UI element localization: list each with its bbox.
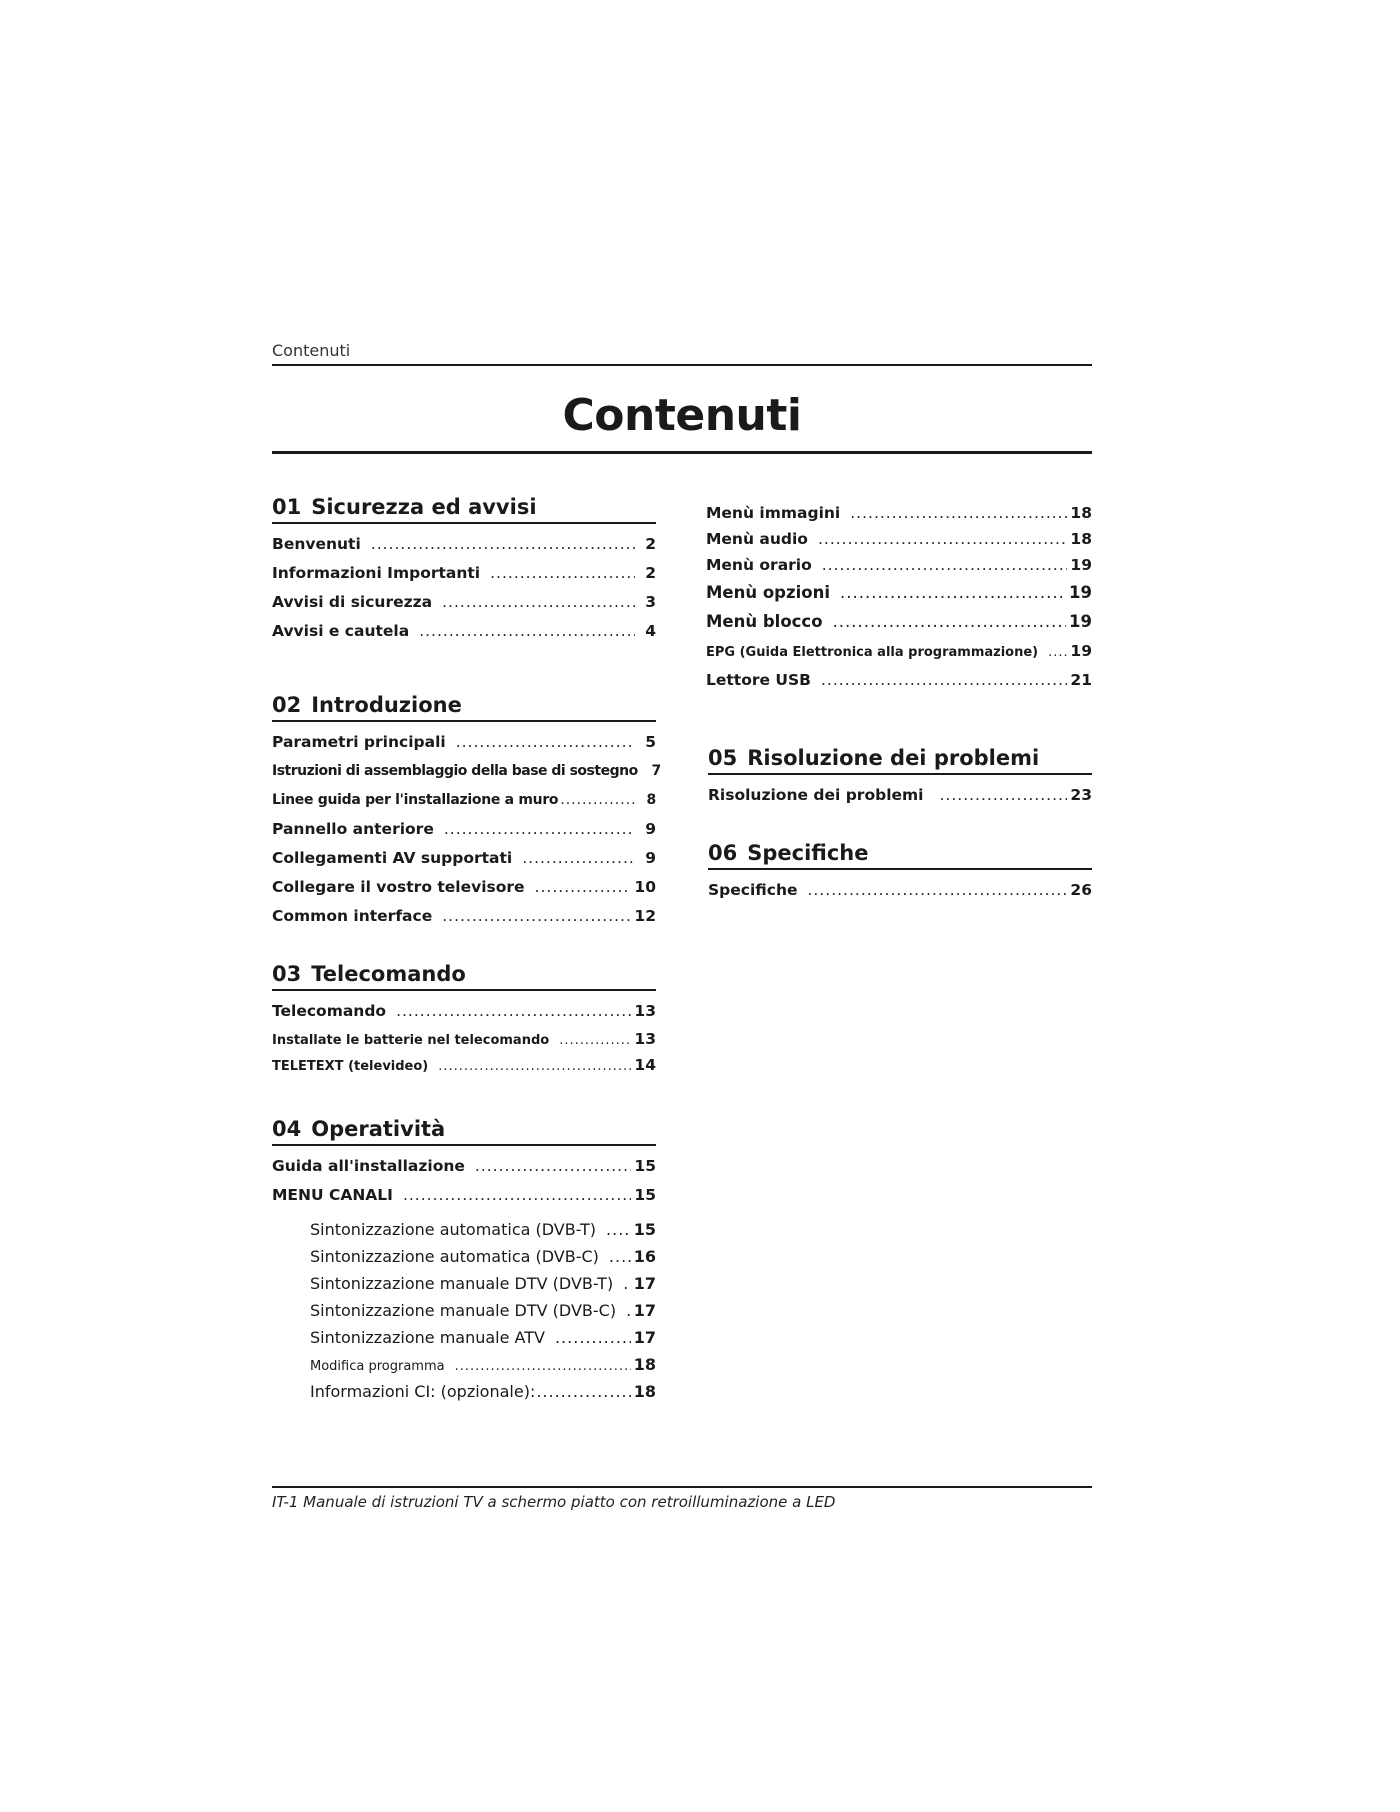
toc-entry-label: Sintonizzazione manuale DTV (DVB-T) (310, 1274, 614, 1293)
section-title (272, 692, 656, 722)
toc-entry-label: Istruzioni di assemblaggio della base di sostegno (272, 763, 638, 779)
toc-entry[interactable] (706, 552, 1092, 578)
section-label: Risoluzione dei problemi (747, 746, 1040, 770)
toc-section-05 (708, 745, 1092, 810)
dot-leader (442, 902, 631, 931)
toc-entry[interactable] (272, 786, 656, 815)
dot-leader (808, 876, 1068, 905)
toc-entry-label: MENU CANALI (272, 1186, 393, 1204)
toc-entry-page: 12 (634, 907, 656, 925)
toc-entry-label: Benvenuti (272, 535, 361, 553)
toc-entry-page: 15 (634, 1186, 656, 1204)
section-title (272, 1116, 656, 1146)
toc-section-04-continued (706, 500, 1092, 695)
dot-leader (560, 786, 635, 815)
toc-entry[interactable] (708, 876, 1092, 905)
section-label: Sicurezza ed avvisi (311, 495, 537, 519)
toc-entry-label: Menù blocco (706, 612, 823, 631)
dot-leader (475, 1152, 632, 1181)
toc-subentry[interactable] (272, 1378, 656, 1405)
toc-subentry[interactable] (272, 1297, 656, 1324)
dot-leader (456, 728, 635, 757)
toc-entry-page: 8 (646, 792, 656, 808)
dot-leader (522, 844, 635, 873)
toc-entry[interactable] (272, 588, 656, 617)
dot-leader (403, 1181, 631, 1210)
toc-entry-page: 15 (634, 1157, 656, 1175)
dot-leader (606, 1216, 631, 1243)
dot-leader (396, 997, 631, 1026)
toc-entry[interactable] (272, 728, 656, 757)
toc-entry-page: 2 (645, 535, 656, 553)
toc-entry-page: 19 (1069, 612, 1092, 631)
footer-rule (272, 1486, 1092, 1488)
section-number: 03 (272, 962, 302, 986)
toc-entry-page: 14 (634, 1056, 656, 1074)
toc-entry-page: 17 (633, 1274, 656, 1293)
toc-entry-page: 19 (1069, 583, 1092, 602)
section-number: 05 (708, 746, 738, 770)
toc-entry-page: 26 (1070, 881, 1092, 899)
dot-leader (850, 500, 1067, 526)
toc-section-03 (272, 961, 656, 1078)
dot-leader (535, 873, 632, 902)
toc-section-04 (272, 1116, 656, 1405)
dot-leader (626, 1297, 631, 1324)
toc-entry[interactable] (272, 1181, 656, 1210)
toc-entry-label: Risoluzione dei problemi (708, 786, 924, 804)
header-rule (272, 364, 1092, 366)
toc-entry-label: Specifiche (708, 881, 798, 899)
dot-leader (559, 1028, 631, 1054)
toc-left-column (272, 494, 661, 1405)
toc-entry-page: 15 (633, 1220, 656, 1239)
header-label: Contenuti (272, 341, 351, 360)
footer-text: IT-1 Manuale di istruzioni TV a schermo piatto con retroilluminazione a LED (272, 1493, 836, 1511)
dot-leader (419, 617, 635, 646)
toc-entry-label: Menù audio (706, 530, 808, 548)
toc-entry-label: Pannello anteriore (272, 820, 434, 838)
toc-entry-page: 18 (1070, 530, 1092, 548)
toc-entry-label: Menù immagini (706, 504, 841, 522)
toc-entry-page: 21 (1070, 671, 1092, 689)
toc-entry-page: 13 (634, 1002, 656, 1020)
section-title (272, 494, 656, 524)
toc-entry-label: TELETEXT (televideo) (272, 1059, 429, 1074)
dot-leader (444, 815, 635, 844)
toc-entry[interactable] (272, 902, 656, 931)
dot-leader (438, 1054, 631, 1080)
dot-leader (490, 559, 635, 588)
toc-entry[interactable] (706, 636, 1092, 666)
toc-subentry[interactable] (272, 1243, 656, 1270)
toc-entry-label: Menù opzioni (706, 583, 830, 602)
section-label: Telecomando (311, 962, 466, 986)
toc-entry[interactable] (706, 500, 1092, 526)
toc-entry-page: 18 (633, 1355, 656, 1374)
toc-entry-label: Linee guida per l'installazione a muro (272, 792, 559, 808)
dot-leader (822, 552, 1068, 578)
toc-entry-page: 23 (1070, 786, 1092, 804)
toc-entry-label: Sintonizzazione automatica (DVB-C) (310, 1247, 599, 1266)
toc-entry-page: 3 (645, 593, 656, 611)
toc-entry-page: 10 (634, 878, 656, 896)
section-title (708, 840, 1092, 870)
toc-entry[interactable] (272, 559, 656, 588)
section-label: Introduzione (311, 693, 462, 717)
toc-entry-label: Installate le batterie nel telecomando (272, 1033, 550, 1048)
toc-entry[interactable] (272, 1026, 656, 1052)
toc-entry-label: Menù orario (706, 556, 812, 574)
toc-entry[interactable] (272, 873, 656, 902)
toc-entry-label: Telecomando (272, 1002, 387, 1020)
section-label: Specifiche (747, 841, 869, 865)
toc-entry-page: 13 (634, 1030, 656, 1048)
toc-entry-page: 18 (633, 1382, 656, 1401)
toc-entry-label: Sintonizzazione manuale DTV (DVB-C) (310, 1301, 617, 1320)
toc-entry[interactable] (272, 844, 656, 873)
section-number: 04 (272, 1117, 302, 1141)
toc-subentry[interactable] (272, 1324, 656, 1351)
toc-entry-page: 16 (633, 1247, 656, 1266)
toc-section-01 (272, 494, 656, 646)
toc-entry-label: Guida all'installazione (272, 1157, 465, 1175)
toc-section-06 (708, 840, 1092, 905)
toc-entry[interactable] (272, 617, 656, 646)
dot-leader (555, 1324, 631, 1351)
toc-entry-page: 7 (651, 763, 661, 779)
toc-entry-page: 2 (645, 564, 656, 582)
section-number: 01 (272, 495, 302, 519)
toc-entry[interactable] (272, 1152, 656, 1181)
dot-leader (623, 1270, 631, 1297)
toc-entry[interactable] (706, 578, 1092, 607)
toc-entry-page: 5 (645, 733, 656, 751)
dot-leader (536, 1378, 630, 1405)
toc-entry-page: 17 (633, 1301, 656, 1320)
section-number: 02 (272, 693, 302, 717)
toc-entry-label: Avvisi e cautela (272, 622, 410, 640)
toc-entry-label: Sintonizzazione automatica (DVB-T) (310, 1220, 597, 1239)
toc-entry-label: Collegamenti AV supportati (272, 849, 513, 867)
toc-entry-label: Informazioni Importanti (272, 564, 481, 582)
toc-entry[interactable] (272, 757, 661, 786)
toc-entry-page: 9 (645, 820, 656, 838)
toc-entry[interactable] (708, 781, 1092, 810)
toc-entry-label: Avvisi di sicurezza (272, 593, 433, 611)
toc-subentry[interactable] (272, 1351, 656, 1378)
toc-entry-page: 17 (633, 1328, 656, 1347)
toc-entry[interactable] (272, 1052, 656, 1078)
toc-entry-page: 19 (1070, 642, 1092, 660)
section-title (272, 961, 656, 991)
toc-section-02 (272, 692, 661, 931)
section-label: Operatività (311, 1117, 446, 1141)
toc-entry[interactable] (272, 815, 656, 844)
page-title: Contenuti (562, 390, 802, 441)
toc-entry-label: Modifica programma (310, 1359, 445, 1374)
toc-entry-label: Collegare il vostro televisore (272, 878, 525, 896)
toc-entry-page: 18 (1070, 504, 1092, 522)
toc-entry-label: Parametri principali (272, 733, 446, 751)
toc-entry-label: Informazioni CI: (opzionale): (310, 1382, 536, 1401)
dot-leader (371, 530, 635, 559)
toc-subentry[interactable] (272, 1216, 656, 1243)
toc-entry[interactable] (272, 997, 656, 1026)
dot-leader (940, 781, 1068, 810)
dot-leader (609, 1243, 631, 1270)
dot-leader (821, 666, 1067, 695)
toc-entry-label: EPG (Guida Elettronica alla programmazione) (706, 645, 1039, 660)
toc-right-column (706, 494, 1092, 905)
toc-entry[interactable] (706, 526, 1092, 552)
section-title (708, 745, 1092, 775)
toc-entry[interactable] (706, 666, 1092, 695)
toc-entry-page: 9 (645, 849, 656, 867)
toc-entry-label: Sintonizzazione manuale ATV (310, 1328, 545, 1347)
toc-entry-label: Common interface (272, 907, 433, 925)
dot-leader (840, 578, 1066, 607)
toc-entry[interactable] (272, 530, 656, 559)
title-rule (272, 451, 1092, 454)
toc-entry-page: 4 (645, 622, 656, 640)
section-number: 06 (708, 841, 738, 865)
dot-leader (442, 588, 635, 617)
toc-entry-label: Lettore USB (706, 671, 811, 689)
toc-entry[interactable] (706, 607, 1092, 636)
toc-entry-page: 19 (1070, 556, 1092, 574)
dot-leader (818, 526, 1067, 552)
dot-leader (1048, 638, 1067, 668)
toc-subentry[interactable] (272, 1270, 656, 1297)
dot-leader (833, 607, 1066, 636)
dot-leader (455, 1353, 631, 1380)
